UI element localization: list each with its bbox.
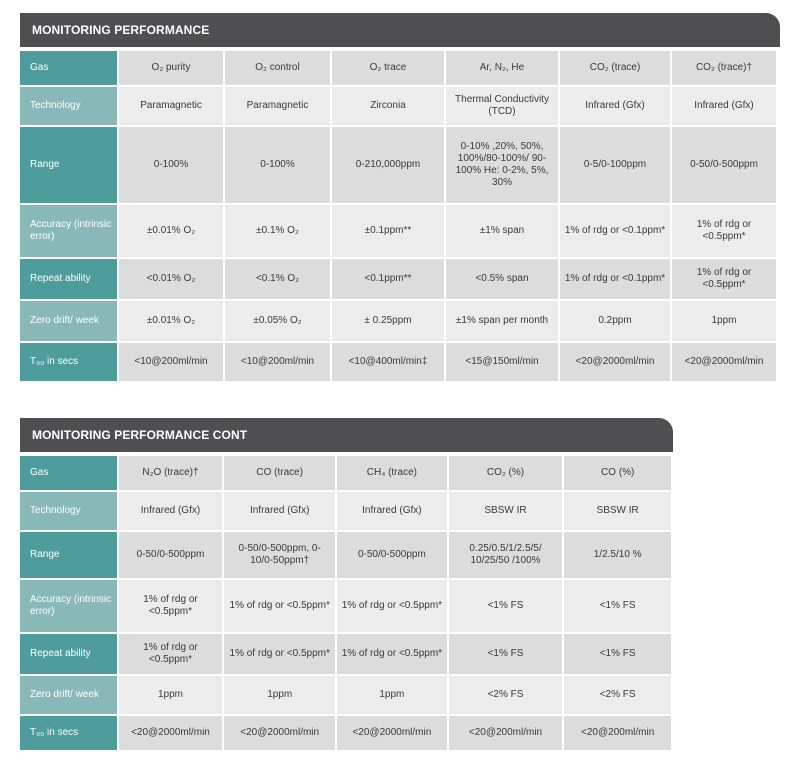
table-cell: CO₂ (trace)†: [672, 51, 776, 85]
row-label: Accuracy (intrinsic error): [20, 580, 117, 632]
table-cell: O₂ control: [225, 51, 330, 85]
row-label: Repeat ability: [20, 259, 117, 299]
table-cell: <20@200ml/min: [564, 716, 671, 750]
panel-title: MONITORING PERFORMANCE CONT: [20, 418, 673, 452]
table-cell: 1/2.5/10 %: [564, 532, 671, 578]
table-cell: ±0.05% O₂: [225, 301, 330, 341]
row-label: T₉₀ in secs: [20, 343, 117, 381]
table-cell: Ar, N₂, He: [446, 51, 558, 85]
table-cell: Infrared (Gfx): [672, 87, 776, 125]
table-cell: 1% of rdg or <0.5ppm*: [337, 580, 447, 632]
table-cell: 1% of rdg or <0.5ppm*: [337, 634, 447, 674]
table-row: [20, 301, 776, 341]
table-cell: Infrared (Gfx): [337, 492, 447, 530]
table-cell: <10@200ml/min: [119, 343, 223, 381]
table-cell: 1% of rdg or <0.5ppm*: [224, 580, 335, 632]
table-cell: 1ppm: [337, 676, 447, 714]
table-cell: N₂O (trace)†: [119, 456, 223, 490]
row-label: Repeat ability: [20, 634, 117, 674]
table-cell: <1% FS: [449, 580, 563, 632]
table-cell: Paramagnetic: [119, 87, 223, 125]
row-label: Range: [20, 532, 117, 578]
table-cell: <0.1ppm**: [332, 259, 444, 299]
table-cell: 0.2ppm: [560, 301, 670, 341]
table-cell: 0-50/0-500ppm: [119, 532, 223, 578]
table-cell: <10@400ml/min‡: [332, 343, 444, 381]
table-cell: ± 0.25ppm: [332, 301, 444, 341]
table-cell: Infrared (Gfx): [560, 87, 670, 125]
table-cell: 0.25/0.5/1/2.5/5/ 10/25/50 /100%: [449, 532, 563, 578]
table-cell: 1ppm: [224, 676, 335, 714]
row-label: Range: [20, 127, 117, 203]
panel-title: MONITORING PERFORMANCE: [20, 13, 780, 47]
table-cell: 1% of rdg or <0.5ppm*: [672, 205, 776, 257]
table-cell: 0-50/0-500ppm: [337, 532, 447, 578]
row-label: Accuracy (intrinsic error): [20, 205, 117, 257]
table-row: [20, 492, 671, 530]
table-cell: 1ppm: [672, 301, 776, 341]
table-cell: 1% of rdg or <0.5ppm*: [224, 634, 335, 674]
table-cell: <1% FS: [564, 580, 671, 632]
row-label: Gas: [20, 51, 117, 85]
table-row: [20, 259, 776, 299]
row-label: Gas: [20, 456, 117, 490]
table-cell: <20@2000ml/min: [224, 716, 335, 750]
table-cell: ±0.01% O₂: [119, 301, 223, 341]
table-cell: CO₂ (trace): [560, 51, 670, 85]
table-cell: <1% FS: [449, 634, 563, 674]
table-cell: <20@2000ml/min: [337, 716, 447, 750]
row-label: T₉₀ in secs: [20, 716, 117, 750]
table-row: [20, 343, 776, 381]
row-label: Zero drift/ week: [20, 676, 117, 714]
table-row: [20, 580, 671, 632]
table-cell: <0.1% O₂: [225, 259, 330, 299]
table-cell: 0-10% ,20%, 50%, 100%/80-100%/ 90-100% He: 0-2%, 5%, 30%: [446, 127, 558, 203]
table-cell: 1% of rdg or <0.5ppm*: [672, 259, 776, 299]
table-row: [20, 205, 776, 257]
row-label: Technology: [20, 87, 117, 125]
table-cell: Infrared (Gfx): [119, 492, 223, 530]
table-row: [20, 676, 671, 714]
table-cell: ±0.01% O₂: [119, 205, 223, 257]
table-cell: ±1% span per month: [446, 301, 558, 341]
table-cell: ±0.1ppm**: [332, 205, 444, 257]
table-cell: 0-5/0-100ppm: [560, 127, 670, 203]
table-row: [20, 634, 671, 674]
table-cell: <1% FS: [564, 634, 671, 674]
table-row: [20, 532, 671, 578]
table-cell: 1% of rdg or <0.5ppm*: [119, 634, 223, 674]
table-cell: 1% of rdg or <0.1ppm*: [560, 259, 670, 299]
table-cell: Infrared (Gfx): [224, 492, 335, 530]
table-cell: Zirconia: [332, 87, 444, 125]
table-cell: 0-100%: [119, 127, 223, 203]
table-cell: CO₂ (%): [449, 456, 563, 490]
table-cell: <20@2000ml/min: [119, 716, 223, 750]
table-cell: <15@150ml/min: [446, 343, 558, 381]
table-cell: Paramagnetic: [225, 87, 330, 125]
table-cell: 0-100%: [225, 127, 330, 203]
monitoring-performance-cont-table: [18, 454, 673, 752]
table-cell: <0.5% span: [446, 259, 558, 299]
table-cell: SBSW IR: [564, 492, 671, 530]
table-row: [20, 51, 776, 85]
table-row: [20, 87, 776, 125]
row-label: Technology: [20, 492, 117, 530]
table-row: [20, 127, 776, 203]
table-cell: <2% FS: [449, 676, 563, 714]
table-cell: 0-50/0-500ppm: [672, 127, 776, 203]
table-cell: ±0.1% O₂: [225, 205, 330, 257]
table-cell: 0-210,000ppm: [332, 127, 444, 203]
table-cell: 1% of rdg or <0.5ppm*: [119, 580, 223, 632]
table-cell: <20@2000ml/min: [672, 343, 776, 381]
table-cell: ±1% span: [446, 205, 558, 257]
table-cell: <20@2000ml/min: [560, 343, 670, 381]
table-cell: <20@200ml/min: [449, 716, 563, 750]
table-cell: <2% FS: [564, 676, 671, 714]
table-row: [20, 456, 671, 490]
monitoring-performance-table: [18, 49, 778, 383]
table-cell: CH₄ (trace): [337, 456, 447, 490]
table-cell: O₂ purity: [119, 51, 223, 85]
table-cell: SBSW IR: [449, 492, 563, 530]
row-label: Zero drift/ week: [20, 301, 117, 341]
table-cell: CO (trace): [224, 456, 335, 490]
table-cell: 1ppm: [119, 676, 223, 714]
table-cell: CO (%): [564, 456, 671, 490]
table-row: [20, 716, 671, 750]
table-cell: <0.01% O₂: [119, 259, 223, 299]
table-cell: Thermal Conductivity (TCD): [446, 87, 558, 125]
table-cell: <10@200ml/min: [225, 343, 330, 381]
table-cell: O₂ trace: [332, 51, 444, 85]
table-cell: 0-50/0-500ppm, 0-10/0-50ppm†: [224, 532, 335, 578]
table-cell: 1% of rdg or <0.1ppm*: [560, 205, 670, 257]
